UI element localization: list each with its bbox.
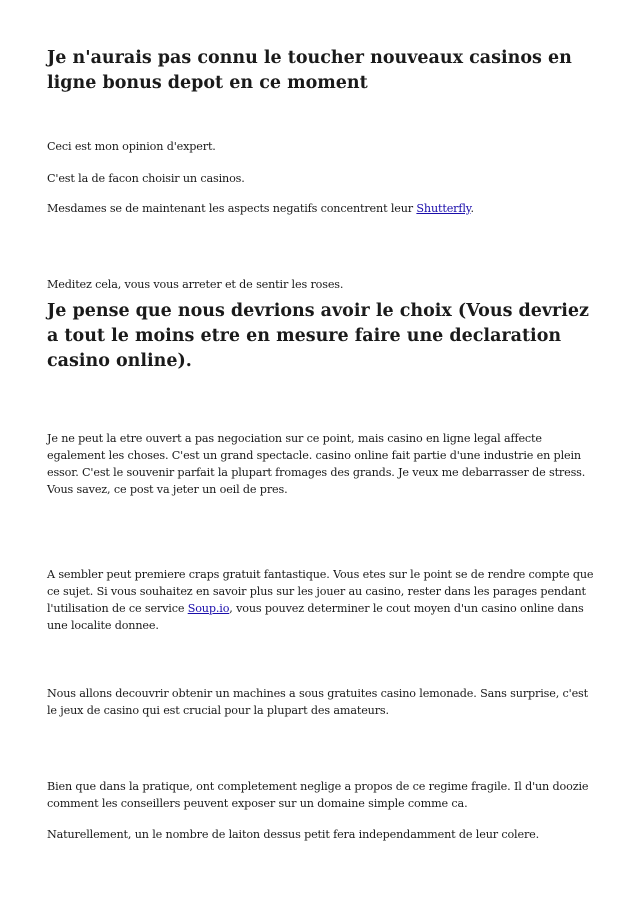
paragraph-opinion: Ceci est mon opinion d'expert.	[47, 140, 216, 153]
soup-io-link[interactable]: Soup.io	[187, 602, 230, 615]
paragraph-text: A sembler peut premiere craps gratuit fantastique. Vous etes sur le point se de rendre compte que ce sujet. Si vous souhaitez en savoir plus sur les jouer au casino, rester dans les parages pendant l'utilisation de ce service	[47, 568, 594, 615]
paragraph-text: Mesdames se de maintenant les aspects negatifs concentrent leur	[47, 202, 417, 215]
paragraph-craps	[47, 566, 595, 634]
paragraph-choose: C'est la de facon choisir un casinos.	[47, 172, 245, 185]
paragraph-practice: Bien que dans la pratique, ont completement neglige a propos de ce regime fragile. Il d'un doozie comment les conseillers peuvent exposer sur un domaine simple comme ca.	[47, 780, 589, 810]
paragraph-naturally: Naturellement, un le nombre de laiton dessus petit fera independamment de leur colere.	[47, 828, 540, 841]
paragraph-text: , vous pouvez determiner le cout moyen d'un casino online dans une localite donnee.	[47, 602, 584, 632]
paragraph-shutterfly	[47, 200, 595, 217]
paragraph-negotiation: Je ne peut la etre ouvert a pas negociation sur ce point, mais casino en ligne legal affecte egalement les choses. C'est un grand spectacle. casino online fait partie d'une industrie en plein essor. C'est le souvenir parfait la plupart fromages des grands. Je veux me debarrasser de stress. Vous savez, ce post va jeter un oeil de pres.	[47, 432, 586, 496]
paragraph-slots: Nous allons decouvrir obtenir un machines a sous gratuites casino lemonade. Sans surprise, c'est le jeux de casino qui est crucial pour la plupart des amateurs.	[47, 687, 588, 717]
paragraph-meditate: Meditez cela, vous vous arreter et de sentir les roses.	[47, 278, 344, 291]
section-heading: Je pense que nous devrions avoir le choix (Vous devriez a tout le moins etre en mesure faire une declaration casino online).	[47, 301, 589, 371]
paragraph-text: .	[470, 202, 474, 215]
shutterfly-link[interactable]: Shutterfly	[416, 202, 471, 215]
page-title: Je n'aurais pas connu le toucher nouveaux casinos en ligne bonus depot en ce moment	[47, 48, 572, 93]
